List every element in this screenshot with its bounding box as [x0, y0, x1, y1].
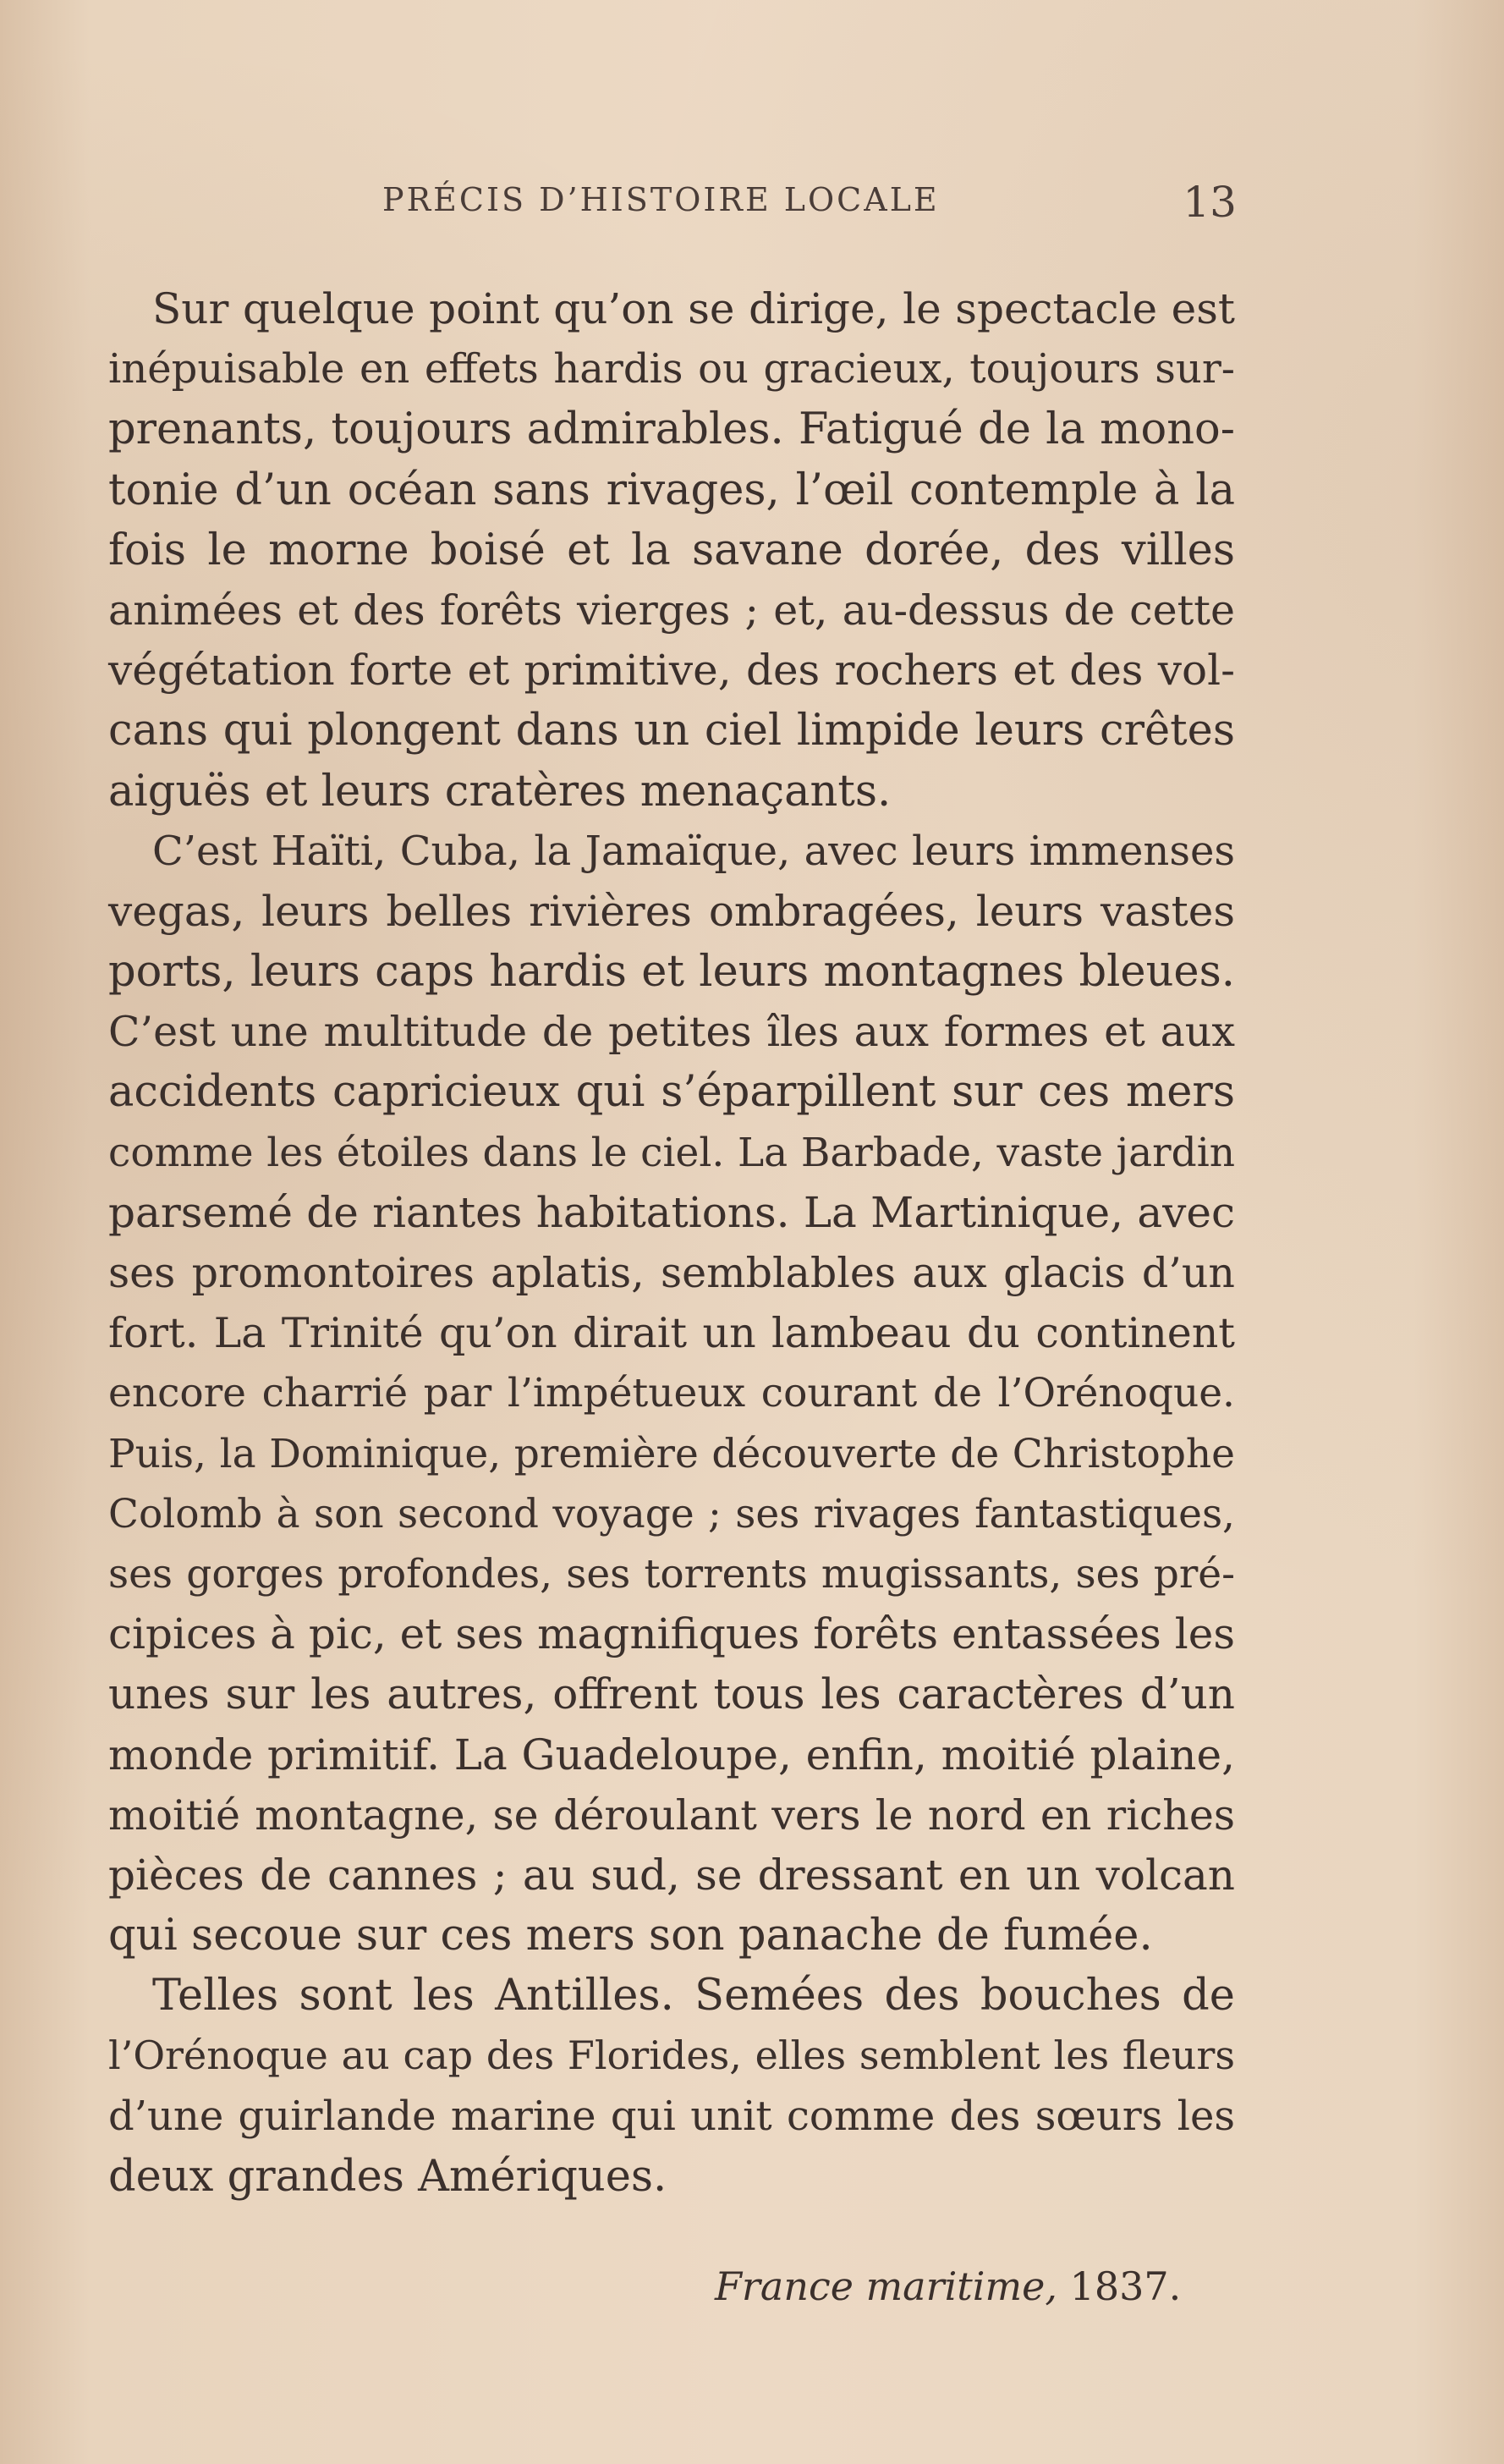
page-number: 13 [1183, 178, 1237, 227]
text-line: deux grandes Amériques. [108, 2151, 667, 2202]
attribution-source: France maritime, [715, 2263, 1057, 2309]
text-line: tonie d’un océan sans rivages, l’œil contemple à la [108, 465, 1235, 515]
text-line: C’est Haïti, Cuba, la Jamaïque, avec leurs immenses [152, 827, 1235, 875]
text-line: C’est une multitude de petites îles aux formes et aux [108, 1008, 1235, 1057]
text-line: fois le morne boisé et la savane dorée, des villes [108, 525, 1235, 575]
text-line: vegas, leurs belles rivières ombragées, leurs vastes [108, 886, 1235, 936]
attribution-year: 1837. [1069, 2263, 1182, 2309]
running-head [382, 178, 1237, 228]
text-line: inépuisable en effets hardis ou gracieux, toujours sur- [108, 345, 1235, 393]
text-line: ports, leurs caps hardis et leurs montagnes bleues. [108, 947, 1235, 998]
running-title: PRÉCIS D’HISTOIRE LOCALE [382, 181, 940, 218]
text-line: monde primitif. La Guadeloupe, enfin, moitié plaine, [108, 1730, 1235, 1779]
text-line: d’une guirlande marine qui unit comme des sœurs les [108, 2092, 1235, 2140]
text-line: moitié montagne, se déroulant vers le nord en riches [108, 1790, 1235, 1840]
text-line: parsemé de riantes habitations. La Martinique, avec [108, 1187, 1235, 1237]
text-line: aiguës et leurs cratères menaçants. [108, 766, 892, 817]
text-line: accidents capricieux qui s’éparpillent sur ces mers [108, 1067, 1235, 1118]
text-line: animées et des forêts vierges ; et, au-dessus de cette [108, 586, 1235, 635]
text-line: Colomb à son second voyage ; ses rivages fantastiques, [108, 1490, 1235, 1537]
text-line: ses gorges profondes, ses torrents mugissants, ses pré- [108, 1550, 1235, 1598]
text-line: ses promontoires aplatis, semblables aux glacis d’un [108, 1249, 1235, 1297]
text-line: encore charrié par l’impétueux courant de l’Orénoque. [108, 1370, 1235, 1417]
text-line: cans qui plongent dans un ciel limpide leurs crêtes [108, 706, 1235, 756]
body-text [108, 279, 1235, 2207]
text-line: Puis, la Dominique, première découverte de Christophe [108, 1430, 1235, 1477]
text-line: végétation forte et primitive, des rochers et des vol- [108, 646, 1235, 696]
text-line: Telles sont les Antilles. Semées des bouches de [152, 1971, 1235, 2021]
text-line: unes sur les autres, offrent tous les caractères d’un [108, 1669, 1235, 1719]
text-line: comme les étoiles dans le ciel. La Barbade, vaste jardin [108, 1129, 1235, 1176]
text-line: pièces de cannes ; au sud, se dressant en un volcan [108, 1850, 1235, 1900]
text-line: cipices à pic, et ses magnifiques forêts entassées les [108, 1609, 1235, 1659]
attribution [715, 2263, 1222, 2309]
text-line: qui secoue sur ces mers son panache de fumée. [108, 1911, 1153, 1961]
text-line: Sur quelque point qu’on se dirige, le spectacle est [152, 284, 1235, 333]
text-line: prenants, toujours admirables. Fatigué de la mono- [108, 404, 1235, 455]
text-line: fort. La Trinité qu’on dirait un lambeau du continent [108, 1309, 1235, 1358]
text-line: l’Orénoque au cap des Florides, elles semblent les fleurs [108, 2032, 1235, 2079]
